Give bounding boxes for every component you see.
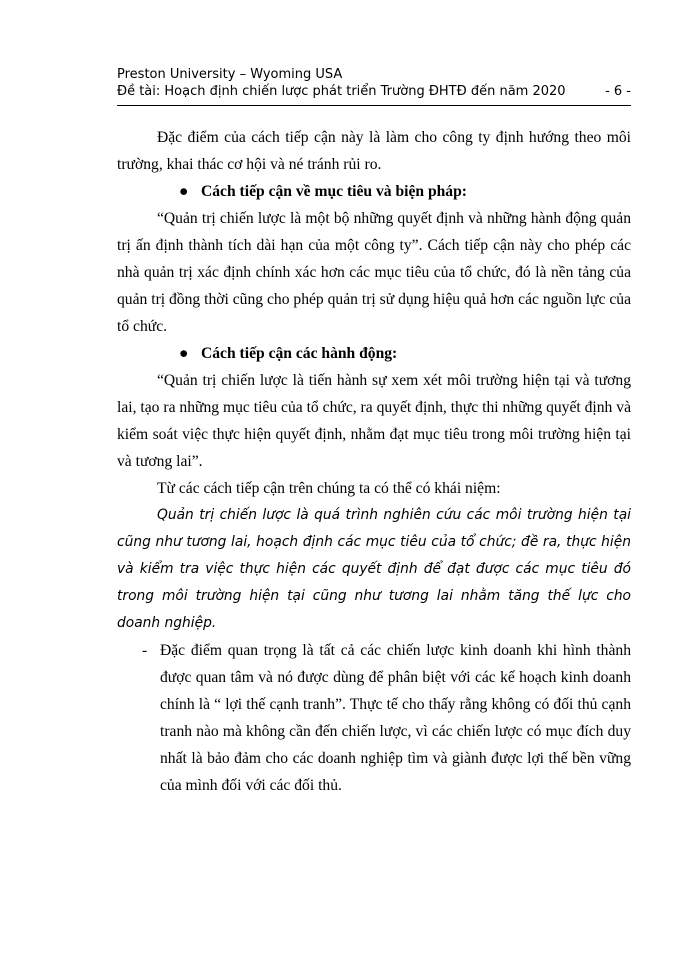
- paragraph-4: Từ các cách tiếp cận trên chúng ta có thể có khái niệm:: [157, 480, 501, 497]
- document-body: [117, 124, 631, 799]
- bullet-heading-1: ● Cách tiếp cận về mục tiêu và biện pháp:: [117, 178, 631, 205]
- dash-marker: -: [142, 642, 148, 659]
- bullet-heading-2: ● Cách tiếp cận các hành động:: [117, 340, 631, 367]
- bullet-icon: ●: [179, 183, 189, 200]
- dash-item: [117, 637, 631, 799]
- page-header: [117, 66, 631, 100]
- page-number: - 6 -: [605, 84, 631, 99]
- paragraph-1: Đặc điểm của cách tiếp cận này là làm cho công ty định hướng theo môi trường, khai thác cơ hội và né tránh rủi ro.: [117, 129, 631, 173]
- header-divider: [117, 105, 631, 106]
- header-university: Preston University – Wyoming USA: [117, 67, 343, 82]
- paragraph-3: “Quản trị chiến lược là tiến hành sự xem xét môi trường hiện tại và tương lai, tạo ra những mục tiêu của tổ chức, ra quyết định, thực thi những quyết định và kiểm soát việc thực hiện quyết định, nhằm đạt mục tiêu trong môi trường hiện tại và tương lai”.: [117, 372, 631, 470]
- paragraph-2: “Quản trị chiến lược là một bộ những quyết định và những hành động quản trị ấn định thành tích dài hạn của một công ty”. Cách tiếp cận này cho phép các nhà quản trị xác định chính xác hơn các mục tiêu của tổ chức, đó là nền tảng của quản trị đồng thời cũng cho phép quản trị sử dụng hiệu quả hơn các nguồn lực của tổ chức.: [117, 210, 631, 335]
- header-topic: Đề tài: Hoạch định chiến lược phát triển Trường ĐHTĐ đến năm 2020: [117, 84, 566, 99]
- bullet-icon: ●: [179, 345, 189, 362]
- definition-paragraph: Quản trị chiến lược là quá trình nghiên cứu các môi trường hiện tại cũng như tương lai, hoạch định các mục tiêu của tổ chức; đề ra, thực hiện và kiểm tra việc thực hiện các quyết định để đạt được các mục tiêu đó trong môi trường hiện tại cũng như tương lai nhằm tăng thế lực cho doanh nghiệp.: [117, 507, 631, 631]
- paragraph-6: Đặc điểm quan trọng là tất cả các chiến lược kinh doanh khi hình thành được quan tâm và nó được dùng để phân biệt với các kế hoạch kinh doanh chính là “ lợi thế cạnh tranh”. Thực tế cho thấy rằng không có đối thủ cạnh tranh nào mà không cần đến chiến lược, vì các chiến lược có mục đích duy nhất là bảo đảm cho các doanh nghiệp tìm và giành được lợi thế bền vững của mình đối với các đối thủ.: [160, 642, 631, 794]
